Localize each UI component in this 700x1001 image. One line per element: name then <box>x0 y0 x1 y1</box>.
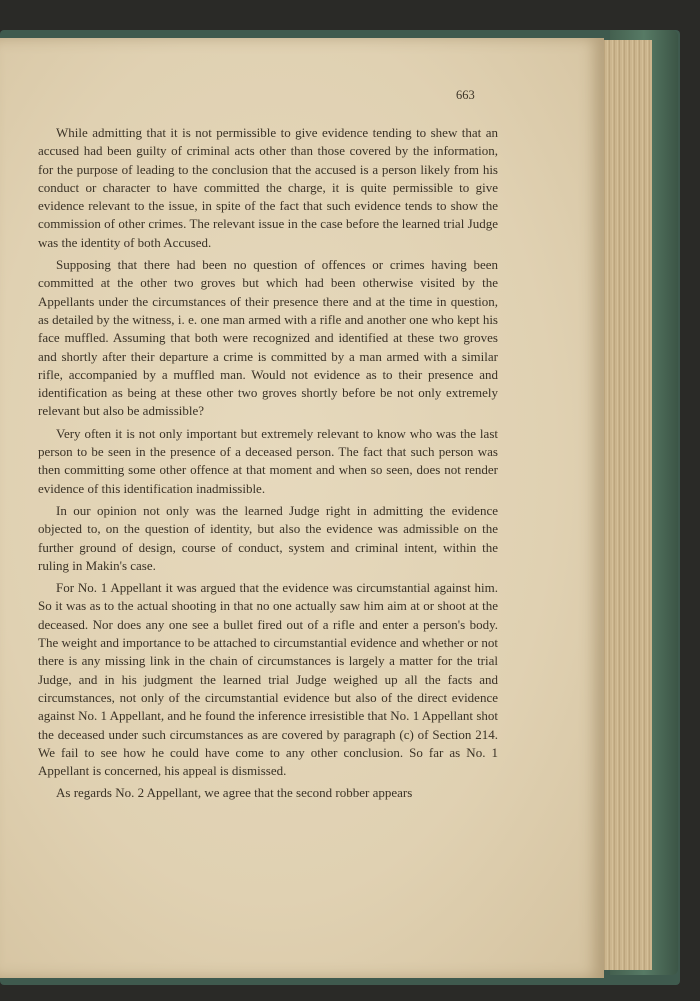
paragraph: In our opinion not only was the learned Judge right in admitting the evidence objected to, on the question of identity, but also the evidence was admissible on the further ground of design, course of conduct, system and criminal intent, within the ruling in Makin's case. <box>38 502 498 573</box>
paragraph: As regards No. 2 Appellant, we agree that the second robber appears <box>56 785 413 801</box>
page-edges <box>596 40 652 970</box>
paragraph: For No. 1 Appellant it was argued that the evidence was circumstantial against him. So it was as to the actual shooting in that no one actually saw him aim at or shoot at the deceased. Nor does any one see a bullet fired out of a rifle and enter a person's body. The weight and importance to be attached to circumstantial evidence and whether or not there is any missing link in the chain of circumstances is largely a matter for the trial Judge, and in his judgment the learned trial Judge weighed up all the facts and circumstances, not only of the circumstantial evidence but also of the direct evidence against No. 1 Appellant, and he found the inference irresistible that No. 1 Appellant shot the deceased under such circumstances as are covered by paragraph (c) of Section 214. We fail to see how he could have come to any other conclusion. So far as No. 1 Appellant is concerned, his appeal is dismissed. <box>38 580 498 779</box>
page-number: 663 <box>456 88 475 102</box>
paragraph: Supposing that there had been no question of offences or crimes having been committed at the other two groves but which had been otherwise visited by the Appellants under the circumstances of their presence there and at the time in question, as detailed by the witness, i. e. one man armed with a rifle and another one who kept his face muffled. Assuming that both were recognized and identified at these two groves and shortly after their departure a crime is committed by a man armed with a similar rifle, accompanied by a muffled man. Would not evidence as to their presence and identification as being at these other two groves shortly before be not only extremely relevant but also be admissible? <box>38 257 498 419</box>
body-text <box>38 124 498 807</box>
paragraph: While admitting that it is not permissible to give evidence tending to shew that an accused had been guilty of criminal acts other than those covered by the information, for the purpose of leading to the conclusion that the accused is a person likely from his conduct or character to have committed the charge, it is quite permissible to give evidence relevant to the issue, in spite of the fact that such evidence tends to show the commission of other crimes. The relevant issue in the case before the learned trial Judge was the identity of both Accused. <box>38 125 498 250</box>
paragraph: Very often it is not only important but extremely relevant to know who was the last person to be seen in the presence of a deceased person. The fact that such person was then committing some other offence at that moment and when so seen, does not render evidence of this identification inadmissible. <box>38 425 498 496</box>
